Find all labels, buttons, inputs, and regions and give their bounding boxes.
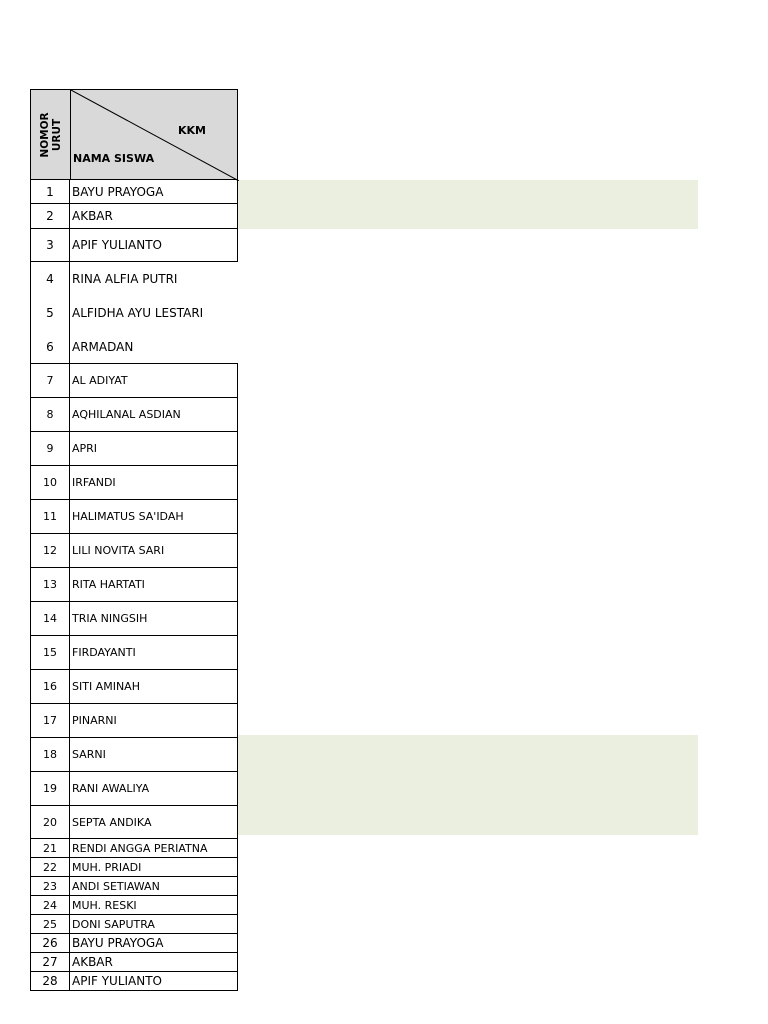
highlight-band-top <box>238 180 698 229</box>
table-row <box>30 500 238 534</box>
student-name-cell: SARNI <box>70 738 238 772</box>
table-row <box>30 972 238 991</box>
student-name-cell: MUH. RESKI <box>70 896 238 915</box>
student-name-cell: RENDI ANGGA PERIATNA <box>70 839 238 858</box>
student-name-cell: ANDI SETIAWAN <box>70 877 238 896</box>
student-name-cell: SEPTA ANDIKA <box>70 806 238 839</box>
student-name-cell: ALFIDHA AYU LESTARI <box>72 306 204 320</box>
header-nomor-label: NOMOR <box>38 111 51 158</box>
table-row <box>30 568 238 602</box>
table-row <box>30 534 238 568</box>
student-name-cell: LILI NOVITA SARI <box>70 534 238 568</box>
row-number-cell: 14 <box>30 602 70 636</box>
table-row <box>30 466 238 500</box>
student-name-cell: DONI SAPUTRA <box>70 915 238 934</box>
table-row <box>30 229 238 262</box>
row-number-cell: 13 <box>30 568 70 602</box>
student-name-cell: AL ADIYAT <box>70 364 238 398</box>
table-row <box>30 180 238 204</box>
student-name-cell: SITI AMINAH <box>70 670 238 704</box>
row-number-cell: 26 <box>30 934 70 953</box>
table-row <box>30 934 238 953</box>
row-number-cell: 19 <box>30 772 70 806</box>
student-name-cell: AQHILANAL ASDIAN <box>70 398 238 432</box>
table-row <box>30 204 238 229</box>
row-number-cell: 6 <box>30 330 70 364</box>
student-name-cell: HALIMATUS SA'IDAH <box>70 500 238 534</box>
student-name-cell: FIRDAYANTI <box>70 636 238 670</box>
row-number-cell: 20 <box>30 806 70 839</box>
highlight-band-bottom <box>238 735 698 835</box>
table-row <box>30 602 238 636</box>
header-kkm-label: KKM <box>178 124 206 137</box>
student-name-cell: ARMADAN <box>70 330 238 364</box>
table-row <box>30 877 238 896</box>
row-number-cell: 3 <box>30 229 70 262</box>
row-number-cell: 2 <box>30 204 70 229</box>
student-name-cell: PINARNI <box>70 704 238 738</box>
row-number-cell: 18 <box>30 738 70 772</box>
table-row <box>30 704 238 738</box>
row-number-cell: 12 <box>30 534 70 568</box>
table-row <box>30 738 238 772</box>
student-name-cell: APRI <box>70 432 238 466</box>
student-name-cell: BAYU PRAYOGA <box>70 180 238 204</box>
student-name-cell: TRIA NINGSIH <box>70 602 238 636</box>
student-name-cell: AKBAR <box>70 953 238 972</box>
row-number-cell: 24 <box>30 896 70 915</box>
row-number-cell: 28 <box>30 972 70 991</box>
row-number-cell: 1 <box>30 180 70 204</box>
row-number-cell: 21 <box>30 839 70 858</box>
header-nama-siswa-label: NAMA SISWA <box>73 152 155 165</box>
row-number-cell: 9 <box>30 432 70 466</box>
row-number-cell: 7 <box>30 364 70 398</box>
row-number-cell: 5 <box>30 296 70 330</box>
student-name-cell: IRFANDI <box>70 466 238 500</box>
student-name-cell: APIF YULIANTO <box>70 229 238 262</box>
student-name-cell: RANI AWALIYA <box>70 772 238 806</box>
table-row <box>30 806 238 839</box>
table-row <box>30 953 238 972</box>
header-diagonal-divider <box>71 90 239 181</box>
table-row <box>30 364 238 398</box>
row-number-cell: 22 <box>30 858 70 877</box>
table-row <box>30 858 238 877</box>
table-row <box>30 896 238 915</box>
row-number-cell: 15 <box>30 636 70 670</box>
table-row <box>30 915 238 934</box>
table-row <box>30 330 238 364</box>
student-name-cell: RITA HARTATI <box>70 568 238 602</box>
table-row <box>30 670 238 704</box>
row-number-cell: 10 <box>30 466 70 500</box>
row-number-cell: 4 <box>30 262 70 296</box>
row-number-cell: 27 <box>30 953 70 972</box>
student-list <box>30 180 238 991</box>
table-row <box>30 398 238 432</box>
student-name-cell: MUH. PRIADI <box>70 858 238 877</box>
student-name-cell: AKBAR <box>70 204 238 229</box>
row-number-cell: 16 <box>30 670 70 704</box>
row-number-cell: 23 <box>30 877 70 896</box>
row-number-cell: 8 <box>30 398 70 432</box>
row-number-cell: 11 <box>30 500 70 534</box>
student-name-cell: BAYU PRAYOGA <box>70 934 238 953</box>
table-row <box>30 262 238 296</box>
header-urut-label: URUT <box>50 118 63 151</box>
table-row <box>30 772 238 806</box>
row-number-cell: 25 <box>30 915 70 934</box>
table-header <box>30 89 238 180</box>
header-nomor-urut <box>31 90 71 179</box>
student-name-cell: RINA ALFIA PUTRI <box>72 272 178 286</box>
table-row <box>30 296 238 330</box>
table-row <box>30 636 238 670</box>
row-number-cell: 17 <box>30 704 70 738</box>
table-row <box>30 839 238 858</box>
student-name-cell: APIF YULIANTO <box>70 972 238 991</box>
table-row <box>30 432 238 466</box>
